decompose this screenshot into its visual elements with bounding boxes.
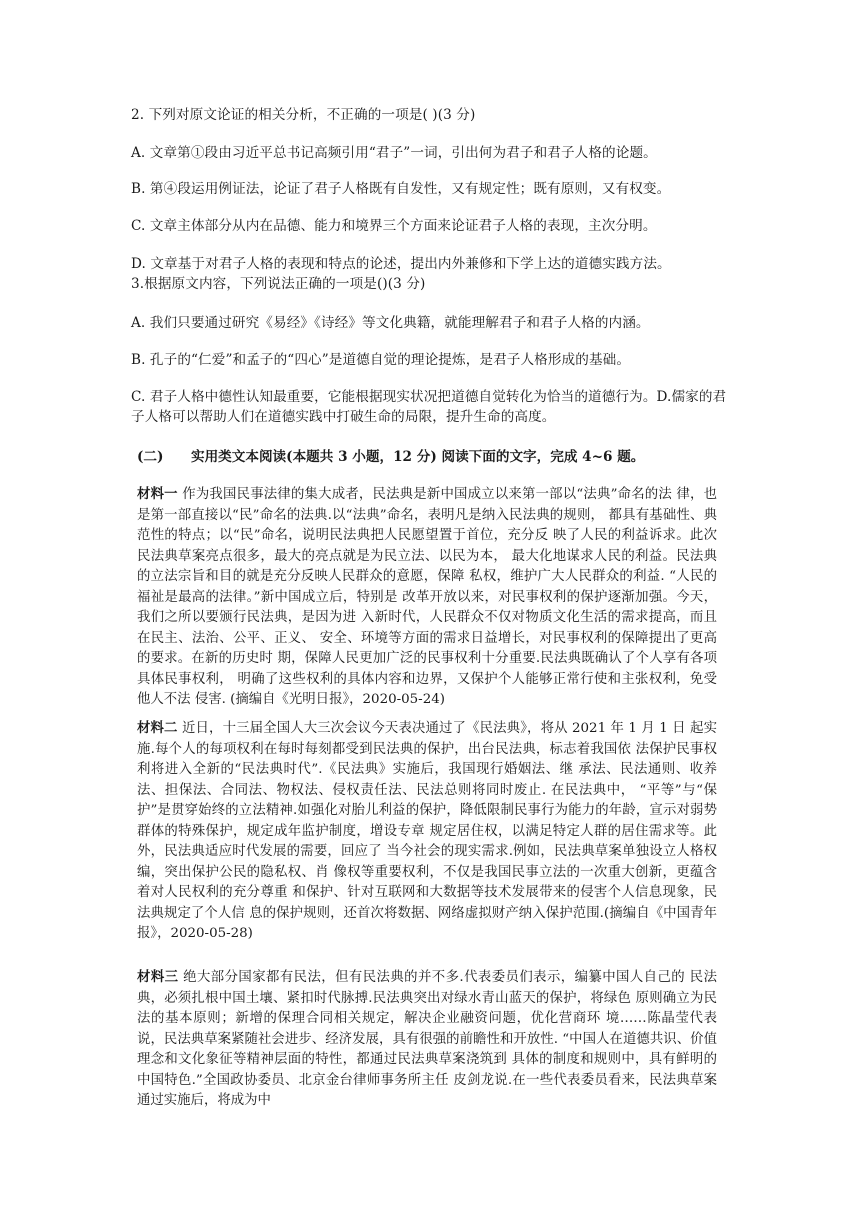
material-two-text: 近日，十三届全国人大三次会议今天表决通过了《民法典》，将从 2021 年 1 月 1 日 起实施.每个人的每项权利在每时每刻都受到民法典的保护，出台民法典，标志着我国依 法保护民事权利将进入全新的“民法典时代”.《民法典》实施后，我国现行婚姻法、继 承法、民法通则、收养法、担保法、合同法、物权法、侵权责任法、民法总则将同时废止. 在民法典中， “平等”与“保护”是贯穿始终的立法精神.如强化对胎儿利益的保护，降低限制民事行为能力的年龄，宣示对弱势群体的特殊保护，规定成年监护制度，增设专章 规定居住权，以满足特定人群的居住需求等。此外，民法典适应时代发展的需要，回应了 当今社会的现实需求.例如，民法典草案单独设立人格权编，突出保护公民的隐私权、肖 像权等重要权利，不仅是我国民事立法的一次重大创新，更蕴含着对人民权利的充分尊重 和保护、针对互联网和大数据等技术发展带来的侵害个人信息现象，民法典规定了个人信 息的保护规则，还首次将数据、网络虚拟财产纳入保护范围.(摘编自《中国青年报》，2020-05-28): [137, 721, 718, 941]
material-one: [137, 484, 717, 711]
material-one-text: 作为我国民事法律的集大成者，民法典是新中国成立以来第一部以“法典”命名的法 律，也是第一部直接以“民”命名的法典.以“法典”命名，表明凡是纳入民法典的规则， 都具有基础性、典范性的特点；以“民”命名，说明民法典把人民愿望置于首位，充分反 映了人民的利益诉求。此次民法典草案亮点很多，最大的亮点就是为民立法、以民为本， 最大化地谋求人民的利益。民法典的立法宗旨和目的就是充分反映人民群众的意愿，保障 私权，维护广大人民群众的利益. “人民的福祉是最高的法律。”新中国成立后，特别是 改革开放以来，对民事权利的保护逐渐加强。今天，我们之所以要颁行民法典，是因为进 入新时代，人民群众不仅对物质文化生活的需求提高，而且在民主、法治、公平、正义、 安全、环境等方面的需求日益增长，对民事权利的保障提出了更高的要求。在新的历史时 期，保障人民更加广泛的民事权利十分重要.民法典既确认了个人享有各项具体民事权利， 明确了这些权利的具体内容和边界，又保护个人能够正常行使和主张权利，免受他人不法 侵害. (摘编自《光明日报》，2020-05-24): [137, 487, 718, 707]
q2-option-c: C. 文章主体部分从内在品德、能力和境界三个方面来论证君子人格的表现，主次分明。: [131, 218, 657, 234]
section-title: 实用类文本阅读(本题共 3 小题，12 分) 阅读下面的文字，完成 4~6 题。: [191, 449, 645, 465]
material-two: [137, 718, 717, 945]
section-heading: [137, 445, 644, 465]
q3-option-b: B. 孔子的“仁爱”和孟子的“四心”是道德自觉的理论提炼，是君子人格形成的基础。: [131, 352, 631, 368]
section-number: (二): [137, 449, 164, 465]
q3-option-cd: C. 君子人格中德性认知最重要，它能根据现实状况把道德自觉转化为恰当的道德行为。D.儒家的君子人格可以帮助人们在道德实践中打破生命的局限，提升生命的高度。: [131, 389, 727, 425]
q2-option-d: D. 文章基于对君子人格的表现和特点的论述，提出内外兼修和下学上达的道德实践方法。: [131, 256, 671, 272]
q3-option-a: A. 我们只要通过研究《易经》《诗经》等文化典籍，就能理解君子和君子人格的内涵。: [131, 315, 650, 331]
material-three-text: 绝大部分国家都有民法，但有民法典的并不多.代表委员们表示，编纂中国人自己的 民法典，必须扎根中国土壤、紧扣时代脉搏.民法典突出对绿水青山蓝天的保护，将绿色 原则确立为民法的基本原则；新增的保理合同相关规定，解决企业融资问题，优化营商环 境……陈晶莹代表说，民法典草案紧随社会进步、经济发展，具有很强的前瞻性和开放性. “中国人在道德共识、价值理念和文化象征等精神层面的特性，都通过民法典草案浇筑到 具体的制度和规则中，具有鲜明的中国特色.”全国政协委员、北京金台律师事务所主任 皮剑龙说.在一些代表委员看来，民法典草案通过实施后，将成为中: [137, 970, 717, 1108]
material-three-label: 材料三: [137, 969, 179, 985]
q2-stem: 2. 下列对原文论证的相关分析，不正确的一项是( )(3 分): [131, 107, 476, 123]
q3-stem: 3.根据原文内容，下列说法正确的一项是()(3 分): [131, 276, 426, 292]
q2-option-a: A. 文章第①段由习近平总书记高频引用“君子”一词，引出何为君子和君子人格的论题。: [131, 145, 657, 161]
material-three: [137, 967, 717, 1112]
material-one-label: 材料一: [137, 486, 178, 502]
material-two-label: 材料二: [137, 720, 178, 736]
q2-option-b: B. 第④段运用例证法，论证了君子人格既有自发性，又有规定性；既有原则，又有权变。: [131, 181, 671, 197]
